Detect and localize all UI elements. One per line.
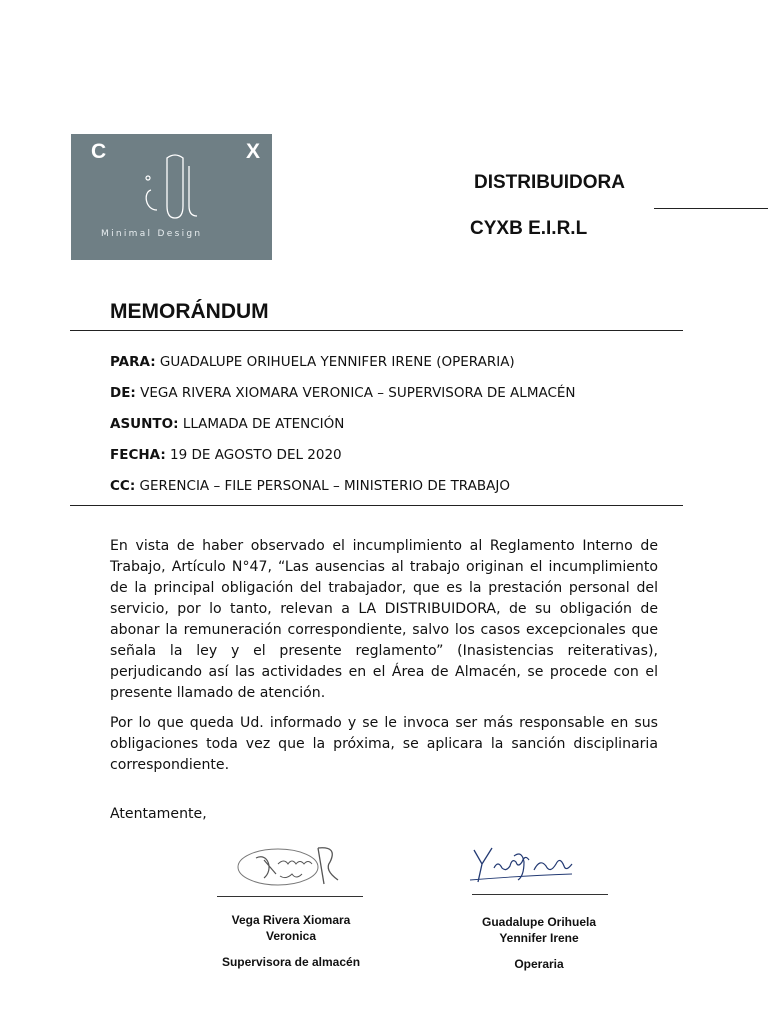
field-label: DE:	[110, 385, 136, 401]
field-fecha	[110, 447, 342, 463]
signature-left-name-line1: Vega Rivera Xiomara	[231, 913, 351, 927]
field-para	[110, 354, 515, 370]
field-value: LLAMADA DE ATENCIÓN	[182, 416, 345, 432]
field-value: VEGA RIVERA XIOMARA VERONICA – SUPERVISORA DE ALMACÉN	[140, 385, 576, 401]
signature-left-name-line2: Veronica	[265, 929, 317, 943]
field-asunto	[110, 416, 344, 432]
logo-monogram-icon	[139, 152, 209, 224]
signature-right-image	[468, 838, 580, 888]
field-value: 19 DE AGOSTO DEL 2020	[170, 447, 342, 463]
body-paragraph: En vista de haber observado el incumplimiento al Reglamento Interno de Trabajo, Artículo N°47, “Las ausencias al trabajo originan el incumplimiento de la principal obligación del trabajador, que es la prestación personal del servicio, por lo tanto, relevan a LA DISTRIBUIDORA, de su obligación de abonar la remuneración correspondiente, salvo los casos excepcionales que señala la ley y el presente reglamento” (Inasistencias reiterativas), perjudicando así las actividades en el Área de Almacén, se procede con el presente llamado de atención.	[110, 538, 658, 701]
company-name-line2: CYXB E.I.R.L	[470, 218, 588, 239]
memo-header-divider-top	[70, 330, 683, 331]
memo-closing: Atentamente,	[110, 806, 207, 822]
memo-body	[110, 536, 658, 785]
memo-title: MEMORÁNDUM	[110, 300, 269, 323]
field-value: GERENCIA – FILE PERSONAL – MINISTERIO DE TRABAJO	[139, 478, 510, 494]
signature-right-name	[452, 914, 626, 946]
signature-right-name-line1: Guadalupe Orihuela	[481, 915, 597, 929]
logo-letter-x: X	[246, 140, 261, 163]
field-label: ASUNTO:	[110, 416, 179, 432]
signature-right-line	[472, 894, 608, 895]
signature-left-image	[234, 840, 344, 892]
memo-header-divider-bottom	[70, 505, 683, 506]
signature-left-role: Supervisora de almacén	[221, 955, 361, 969]
signature-right-role: Operaria	[514, 957, 564, 971]
body-paragraph: Por lo que queda Ud. informado y se le invoca ser más responsable en sus obligaciones toda vez que la próxima, se aplicara la sanción disciplinaria correspondiente.	[110, 715, 658, 773]
field-cc	[110, 478, 510, 494]
company-logo	[71, 134, 272, 260]
company-divider	[654, 208, 768, 209]
company-name-line1: DISTRIBUIDORA	[474, 172, 625, 193]
field-de	[110, 385, 576, 401]
logo-tagline: Minimal Design	[101, 229, 203, 239]
signature-left-line	[217, 896, 363, 897]
field-value: GUADALUPE ORIHUELA YENNIFER IRENE (OPERARIA)	[159, 354, 515, 370]
field-label: PARA:	[110, 354, 156, 370]
field-label: FECHA:	[110, 447, 166, 463]
field-label: CC:	[110, 478, 136, 494]
logo-letter-c: C	[91, 140, 107, 163]
signature-right-name-line2: Yennifer Irene	[499, 931, 579, 945]
signature-left-name	[204, 912, 378, 944]
